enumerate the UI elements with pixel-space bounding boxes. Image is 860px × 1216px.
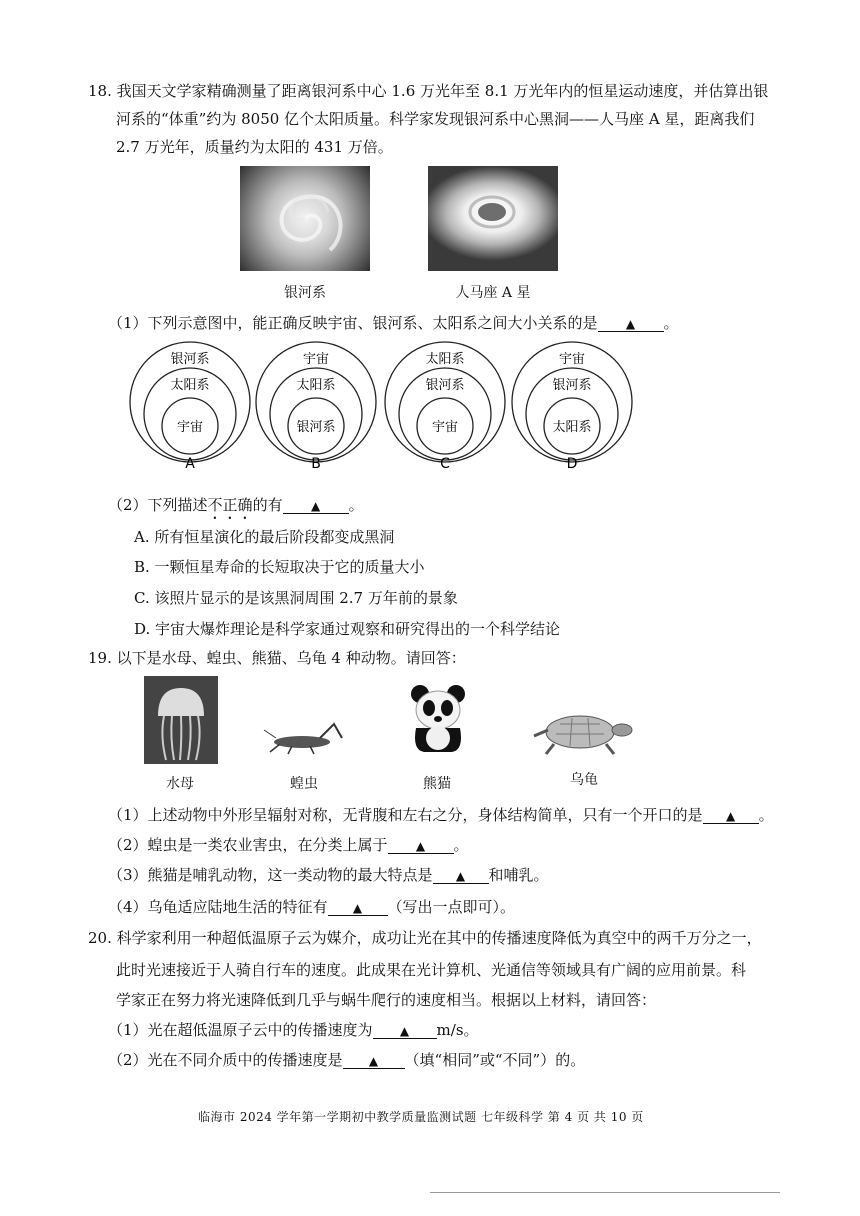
jellyfish-photo <box>144 676 218 764</box>
turtle-icon <box>530 708 636 760</box>
q18-sub2 <box>108 494 364 523</box>
q19-sub2-answer-blank[interactable]: ▲ <box>388 839 454 854</box>
q19-sub4-answer-blank[interactable]: ▲ <box>328 901 388 916</box>
q18-sub1-end: 。 <box>663 314 679 332</box>
diagram-d[interactable] <box>512 342 632 472</box>
diagram-c-middle: 银河系 <box>425 378 465 393</box>
q18-sub1-answer-blank[interactable]: ▲ <box>598 317 664 332</box>
diagram-a-inner: 宇宙 <box>176 420 204 435</box>
q18-line2: 河系的“体重”约为 8050 亿个太阳质量。科学家发现银河系中心黑洞——人马座 A 星，距离我们 <box>116 110 755 128</box>
q19-sub1-answer-blank[interactable]: ▲ <box>703 809 759 824</box>
universe-size-diagrams <box>128 338 648 478</box>
turtle-caption: 乌龟 <box>570 772 598 788</box>
q19-sub2 <box>108 834 469 856</box>
q18-sub1-text: （1）下列示意图中，能正确反映宇宙、银河系、太阳系之间大小关系的是 <box>108 314 598 332</box>
diagram-d-outer: 宇宙 <box>558 352 586 367</box>
diagram-b-middle: 太阳系 <box>296 378 336 393</box>
black-hole-photo <box>428 166 558 271</box>
q20-line2: 此时光速接近于人骑自行车的速度。此成果在光计算机、光通信等领域具有广阔的应用前景。科 <box>116 961 747 979</box>
locust-icon <box>262 716 346 756</box>
q18-sub1 <box>108 312 679 334</box>
q20-line3: 学家正在努力将光速降低到几乎与蜗牛爬行的速度相当。根据以上材料，请回答： <box>116 991 657 1009</box>
q19-sub2-text: （2）蝗虫是一类农业害虫，在分类上属于 <box>108 836 388 854</box>
panda-icon <box>408 684 468 754</box>
panda-caption: 熊猫 <box>423 776 451 792</box>
locust-caption: 蝗虫 <box>290 776 318 792</box>
q18-line3: 2.7 万光年，质量约为太阳的 431 万倍。 <box>116 138 393 156</box>
q18-option-c: C. 该照片显示的是该黑洞周围 2.7 万年前的景象 <box>134 589 458 607</box>
q20-sub2-text: （2）光在不同介质中的传播速度是 <box>108 1051 343 1069</box>
diagram-d-middle: 银河系 <box>552 378 592 393</box>
q18-sub2-emphasis: 不正确 <box>207 496 253 514</box>
locust-photo <box>262 716 346 756</box>
diagram-a-middle: 太阳系 <box>170 378 210 393</box>
q18-sub2-answer-blank[interactable]: ▲ <box>283 499 349 514</box>
spiral-galaxy-icon <box>240 166 370 271</box>
q19-sub1 <box>108 804 774 826</box>
q20-sub1-end: m/s。 <box>436 1021 479 1039</box>
q19-stem: 19. 以下是水母、蝗虫、熊猫、乌龟 4 种动物。请回答： <box>88 649 466 667</box>
q19-sub1-text: （1）上述动物中外形呈辐射对称，无背腹和左右之分，身体结构简单，只有一个开口的是 <box>108 806 703 824</box>
q18-option-d: D. 宇宙大爆炸理论是科学家通过观察和研究得出的一个科学结论 <box>134 620 561 638</box>
q19-sub3-end: 和哺乳。 <box>488 866 549 884</box>
black-hole-icon <box>428 166 558 271</box>
q19-sub3 <box>108 864 549 886</box>
diagram-a-outer: 银河系 <box>170 352 210 367</box>
milky-way-photo <box>240 166 370 271</box>
q19-sub2-end: 。 <box>453 836 469 854</box>
bottom-rule <box>430 1192 780 1193</box>
diagram-c[interactable] <box>385 342 505 472</box>
page-footer: 临海市 2024 学年第一学期初中教学质量监测试题 七年级科学 第 4 页 共 10 页 <box>198 1110 644 1124</box>
diagram-b[interactable] <box>256 342 376 472</box>
q20-sub1-text: （1）光在超低温原子云中的传播速度为 <box>108 1021 373 1039</box>
q19-sub3-text: （3）熊猫是哺乳动物，这一类动物的最大特点是 <box>108 866 433 884</box>
q19-sub4-text: （4）乌龟适应陆地生活的特征有 <box>108 898 328 916</box>
q18-option-a: A. 所有恒星演化的最后阶段都变成黑洞 <box>134 528 395 546</box>
diagram-c-inner: 宇宙 <box>431 420 459 435</box>
diagram-a-letter: A <box>185 456 195 472</box>
q20-line1: 20. 科学家利用一种超低温原子云为媒介，成功让光在其中的传播速度降低为真空中的两千万分之一， <box>88 929 762 947</box>
milky-way-caption: 银河系 <box>284 285 326 301</box>
diagram-c-outer: 太阳系 <box>425 352 465 367</box>
q18-line1: 18. 我国天文学家精确测量了距离银河系中心 1.6 万光年至 8.1 万光年内的恒星运动速度，并估算出银 <box>88 82 769 100</box>
jellyfish-caption: 水母 <box>166 776 194 792</box>
diagram-b-inner: 银河系 <box>296 420 336 435</box>
q19-sub4 <box>108 896 515 918</box>
q20-sub2-end: （填“相同”或“不同”）的。 <box>404 1051 586 1069</box>
q20-sub1-answer-blank[interactable]: ▲ <box>373 1024 437 1039</box>
q19-sub4-end: （写出一点即可）。 <box>387 898 516 916</box>
q20-sub2 <box>108 1049 585 1071</box>
jellyfish-icon <box>144 676 218 764</box>
diagram-c-letter: C <box>440 456 450 472</box>
diagram-a[interactable] <box>130 342 250 472</box>
black-hole-caption: 人马座 A 星 <box>455 285 531 301</box>
q18-sub2-post: 的有 <box>252 496 283 514</box>
diagram-b-outer: 宇宙 <box>302 352 330 367</box>
diagram-d-letter: D <box>566 456 578 472</box>
q19-sub3-answer-blank[interactable]: ▲ <box>433 869 489 884</box>
q18-sub2-pre: （2）下列描述 <box>108 496 208 514</box>
diagram-b-letter: B <box>311 456 321 472</box>
turtle-photo <box>530 708 636 760</box>
diagram-d-inner: 太阳系 <box>552 420 592 435</box>
panda-photo <box>408 684 468 754</box>
q18-option-b: B. 一颗恒星寿命的长短取决于它的质量大小 <box>134 558 425 576</box>
q20-sub1 <box>108 1019 479 1041</box>
q19-sub1-end: 。 <box>758 806 774 824</box>
q20-sub2-answer-blank[interactable]: ▲ <box>343 1054 405 1069</box>
q18-sub2-end: 。 <box>348 496 364 514</box>
